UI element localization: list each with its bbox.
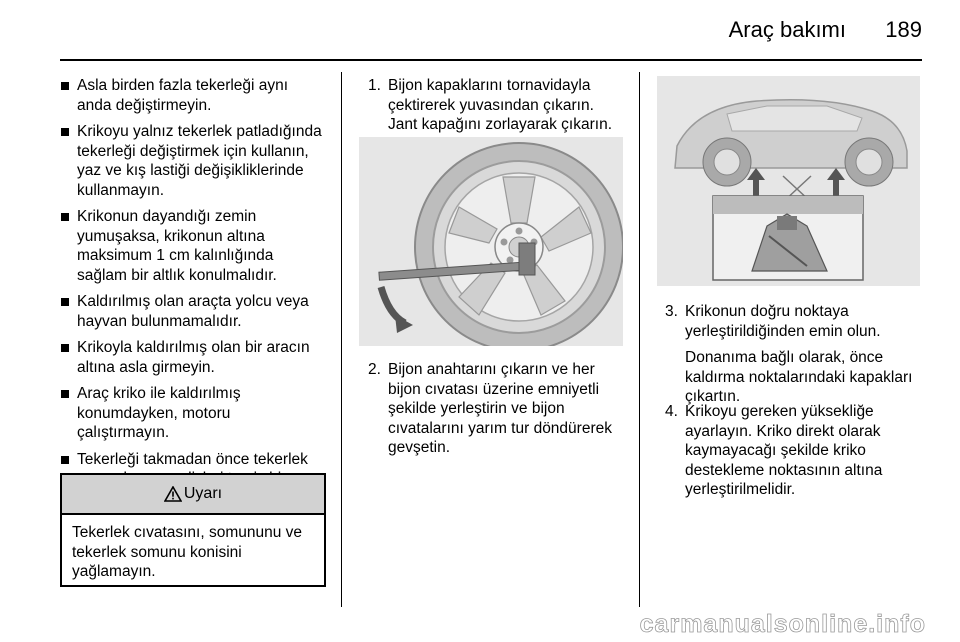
step-4: 4. Krikoyu gereken yüksekliğe ayarlayın. Kriko direkt olarak kaymayacağı şekilde kriko destekleme noktasının altına yerleştirilmelidir. xyxy=(665,403,883,498)
bullet-square-icon xyxy=(61,82,69,90)
column-divider xyxy=(341,72,342,607)
list-item: Araç kriko ile kaldırılmış konumdayken, motoru çalıştırmayın. xyxy=(60,384,326,443)
warning-title: Uyarı xyxy=(183,485,223,502)
bullet-square-icon xyxy=(61,344,69,352)
bullet-square-icon xyxy=(61,298,69,306)
list-item: Krikonun dayandığı zemin yumuşaksa, krikonun altına maksimum 1 cm kalınlığında sağlam bir altlık konulmalıdır. xyxy=(60,207,326,285)
bullet-square-icon xyxy=(61,390,69,398)
watermark: carmanualsonline.info xyxy=(639,610,926,638)
list-item: Tekerleği takmadan önce tekerlek xyxy=(60,450,326,509)
list-item: Krikoyu yalnız tekerlek patladığında tekerleği değiştirmek için kullanın, yaz ve kış lastiği değişikliklerinde kullanmayın. xyxy=(60,122,326,200)
step-3-note: Donanıma bağlı olarak, önce kaldırma noktalarındaki kapakları çıkartın. xyxy=(685,349,913,405)
list-item: Asla birden fazla tekerleği aynı anda değiştirmeyin. xyxy=(60,76,326,115)
bullet-square-icon xyxy=(61,456,69,464)
step-1: 1. Bijon kapaklarını tornavidayla çektirerek yuvasından çıkarın. Jant kapağını zorlayarak çıkarın. xyxy=(368,77,613,133)
bullet-square-icon xyxy=(61,128,69,136)
column-divider xyxy=(639,72,640,607)
bullet-square-icon xyxy=(61,213,69,221)
list-item: Kaldırılmış olan araçta yolcu veya hayvan bulunmamalıdır. xyxy=(60,292,326,331)
warning-box xyxy=(60,473,326,587)
wheel-wrench-illustration xyxy=(359,137,623,346)
list-item: Krikoyla kaldırılmış olan bir aracın altına asla girmeyin. xyxy=(60,338,326,377)
header-rule xyxy=(60,59,922,61)
step-2: 2. Bijon anahtarını çıkarın ve her bijon cıvatası üzerine emniyetli şekilde yerleştirin ve bijon cıvatalarını yarım tur döndürerek gevşetin. xyxy=(368,361,612,456)
section-title: Araç bakımı xyxy=(728,17,846,42)
step-3: 3. Krikonun doğru noktaya yerleştirildiğinden emin olun. Donanıma bağlı olarak, önce kaldırma noktalarındaki kapakları çıkartın. xyxy=(665,302,925,407)
warning-text: Tekerlek cıvatasını, somununu ve tekerlek somunu konisini yağlamayın. xyxy=(72,524,303,580)
page-number: 189 xyxy=(885,17,922,42)
warning-header xyxy=(62,475,324,515)
safety-bullet-list xyxy=(60,76,326,515)
jack-placement-illustration xyxy=(657,76,920,286)
warning-triangle-icon xyxy=(164,486,182,502)
